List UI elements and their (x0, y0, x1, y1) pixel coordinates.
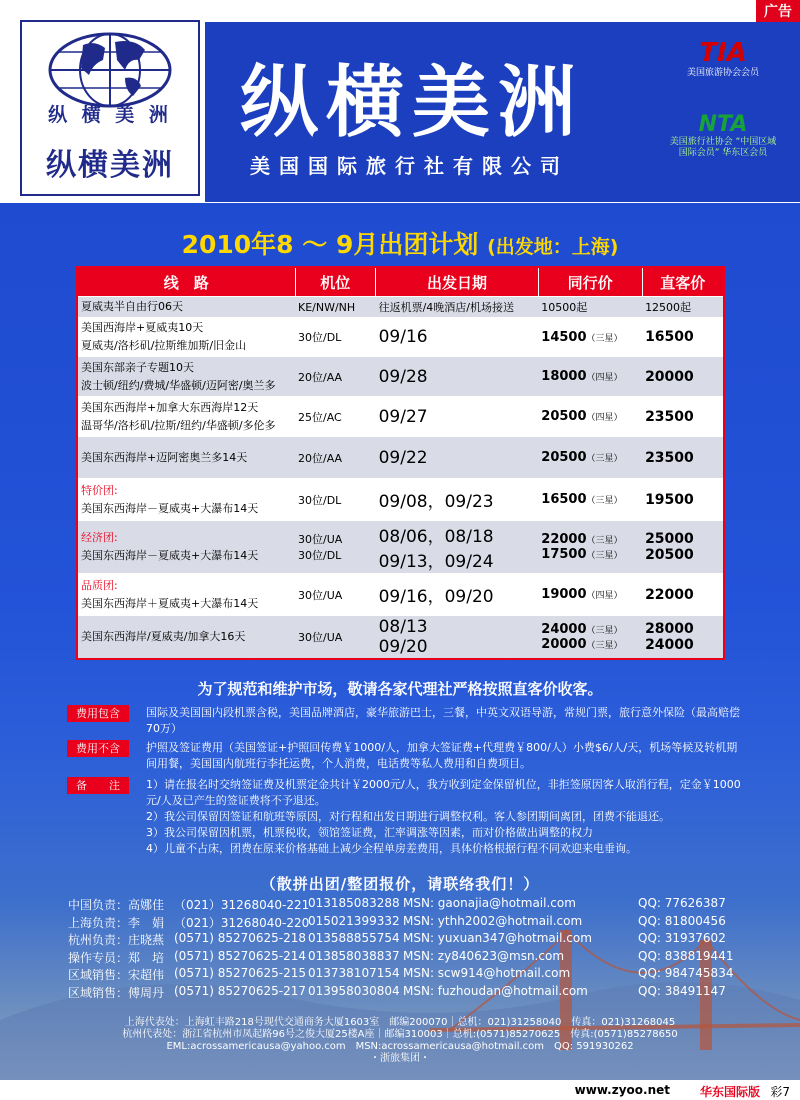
seat-cell (295, 616, 376, 659)
peer-price-value: 22000 (541, 532, 587, 547)
departure-date: 09/27 (378, 406, 428, 427)
direct-price-value: 12500起 (645, 301, 692, 314)
peer-price-value: 10500起 (541, 301, 588, 314)
direct-price-value: 24000 (645, 637, 694, 653)
contact-person: 上海负责：李 娟 (68, 915, 165, 930)
route-name: 美国西海岸+夏威夷10天 (81, 321, 204, 334)
peer-price-value: 16500 (541, 492, 587, 507)
contact-person: 区域销售：傅周丹 (68, 985, 165, 1000)
hotel-star-rating: （四星） (586, 373, 623, 383)
contact-row (68, 931, 738, 949)
contact-row (68, 949, 738, 967)
contact-msn[interactable]: MSN: ythh2002@hotmail.com (403, 913, 583, 928)
footer-line: 杭州代表处：浙江省杭州市凤起路96号之俊大厦25楼A座｜邮编310003｜总机:(0571)85270625 传真:(0571)85278650 (122, 1029, 678, 1040)
table-row (78, 397, 723, 437)
departure-date: 09/16 (378, 327, 428, 347)
logo-text-1: 纵 横 美 洲 (48, 104, 172, 126)
seat-value: KE/NW/NH (298, 300, 356, 314)
peer-price (541, 450, 639, 465)
contact-msn[interactable]: MSN: gaonajia@hotmail.com (403, 896, 576, 910)
remark-item: 3）我公司保留因机票，机票税收，领馆签证费，汇率调涨等因素，而对价格做出调整的权力 (146, 826, 593, 839)
contact-person: 杭州负责：庄晓燕 (68, 933, 165, 947)
date-cell (376, 357, 539, 397)
table-row (78, 574, 723, 616)
peer-price-value: 14500 (541, 329, 587, 345)
route-cell (78, 616, 295, 659)
hotel-star-rating: （三星） (586, 496, 623, 506)
contact-phone: (0571) 85270625-215 (174, 966, 307, 980)
peer-price-cell (538, 357, 642, 397)
peer-price (541, 369, 639, 384)
contact-mobile: 015021399332 (308, 913, 400, 928)
direct-price-value: 25000 (645, 531, 694, 547)
contact-msn[interactable]: MSN: fuzhoudan@hotmail.com (403, 983, 588, 998)
contact-person: 中国负责：高娜佳 (68, 898, 165, 912)
table-row (78, 479, 723, 521)
globe-icon (45, 30, 175, 110)
seat-cell (295, 397, 376, 437)
peer-price-cell (538, 574, 642, 616)
route-cell (78, 479, 295, 521)
route-cell (78, 521, 295, 574)
departure-date: 09/22 (378, 447, 428, 468)
page-number: 彩7 (770, 1085, 790, 1099)
contact-row (68, 984, 738, 1002)
peer-price-cell (538, 479, 642, 521)
contact-mobile: 013738107154 (308, 966, 400, 980)
nta-logo: NTA (698, 112, 748, 137)
hotel-star-rating: （四星） (586, 591, 623, 601)
included-tag: 费用包含 (67, 705, 129, 722)
departure-date: 09/08，09/23 (378, 492, 494, 512)
departure-date: 08/13 (378, 617, 428, 637)
footer-line: ・浙旅集团・ (370, 1053, 430, 1064)
peer-price (541, 637, 639, 652)
contact-phone: (0571) 85270625-217 (174, 983, 307, 998)
seat-value: 30位/DL (298, 493, 342, 507)
hotel-star-rating: （三星） (586, 551, 623, 561)
remark-list (146, 777, 746, 857)
peer-price-cell (538, 521, 642, 574)
plan-title (0, 225, 800, 261)
brand-title: 纵横美洲 (240, 57, 585, 148)
peer-price (541, 330, 639, 345)
table-body (78, 297, 723, 659)
peer-price-value: 20000 (541, 637, 587, 652)
contact-row (68, 966, 738, 984)
header-peer-price: 同行价 (538, 268, 642, 297)
peer-price-cell (538, 397, 642, 437)
contact-phone: (0571) 85270625-214 (174, 948, 307, 963)
footer-line: 上海代表处：上海虹丰路218号现代交通商务大厦1603室 邮编200070｜总机：021)31258040 传真：021)31268045 (124, 1017, 676, 1028)
route-name: 美国东西海岸+加拿大东西海岸12天 (81, 400, 259, 414)
seat-value: 20位/AA (298, 370, 343, 384)
direct-price-value: 19500 (645, 491, 694, 508)
departure-date: 08/06，08/18 (378, 527, 494, 547)
direct-price-value: 23500 (645, 408, 694, 425)
logo-text-2: 纵横美洲 (46, 148, 174, 183)
direct-price-value: 20500 (645, 547, 694, 563)
date-cell (376, 297, 539, 318)
peer-price-cell (538, 616, 642, 659)
route-name: 美国东部亲子专题10天 (81, 360, 194, 374)
route-name: 美国东西海岸+迈阿密奥兰多14天 (81, 450, 248, 464)
seat-cell (295, 479, 376, 521)
contact-qq: QQ: 77626387 (638, 896, 726, 910)
contact-qq: QQ: 838819441 (638, 948, 734, 963)
peer-price-value: 17500 (541, 547, 587, 562)
header-seat: 机位 (295, 268, 376, 297)
direct-price-cell (642, 297, 723, 318)
hotel-star-rating: （三星） (586, 626, 623, 636)
table-row (78, 437, 723, 479)
direct-price-cell (642, 437, 723, 479)
route-cell (78, 357, 295, 397)
tour-type-label: 特价团: (81, 483, 118, 497)
footer-line: EML:acrossamericausa@yahoo.com MSN:acrossamericausa@hotmail.com QQ: 591930262 (166, 1041, 634, 1052)
included-text: 国际及美国国内段机票含税，美国品牌酒店，豪华旅游巴士，三餐，中英文双语导游，常规门票，旅行意外保险（最高赔偿70万） (146, 706, 740, 735)
date-cell (376, 521, 539, 574)
contact-phone: （021）31268040-220 (174, 915, 310, 930)
contact-row (68, 914, 738, 932)
direct-price-cell (642, 318, 723, 357)
departure-date: 09/16，09/20 (378, 587, 494, 607)
contact-qq: QQ: 38491147 (638, 983, 726, 998)
hotel-star-rating: （三星） (586, 454, 623, 464)
table-row (78, 357, 723, 397)
direct-price-value: 20000 (645, 368, 694, 385)
direct-price-cell (642, 357, 723, 397)
direct-price-cell (642, 479, 723, 521)
date-cell (376, 397, 539, 437)
tia-badge (668, 38, 778, 108)
peer-price (541, 547, 639, 562)
direct-price-value: 16500 (645, 329, 694, 345)
seat-cell (295, 318, 376, 357)
peer-price-value: 24000 (541, 622, 587, 637)
seat-value: 30位/UA (298, 533, 343, 546)
direct-price-value: 28000 (645, 621, 694, 637)
seat-cell (295, 297, 376, 318)
header-date: 出发日期 (376, 268, 539, 297)
route-cities: 夏威夷/洛杉矶/拉斯维加斯/旧金山 (81, 339, 247, 352)
contact-phone: (0571) 85270625-218 (174, 931, 307, 945)
route-name: 美国东西海岸/夏威夷/加拿大16天 (81, 630, 246, 643)
departure-date: 往返机票/4晚酒店/机场接送 (378, 301, 515, 314)
peer-price (541, 409, 639, 424)
route-name: 夏威夷半自由行06天 (81, 300, 183, 313)
hotel-star-rating: （三星） (586, 333, 623, 344)
seat-cell (295, 437, 376, 479)
slogan: 为了规范和维护市场，敬请各家代理社严格按照直客价收客。 (197, 680, 603, 698)
route-cell (78, 297, 295, 318)
table-row (78, 318, 723, 357)
route-cell (78, 318, 295, 357)
table-row (78, 297, 723, 318)
contact-mobile: 013958030804 (308, 983, 400, 998)
peer-price-value: 20500 (541, 450, 587, 465)
peer-price (541, 587, 639, 602)
route-cell (78, 574, 295, 616)
peer-price-value: 18000 (541, 369, 587, 384)
remark-item: 1）请在报名时交纳签证费及机票定金共计￥2000元/人，我方收到定金保留机位，非拒签原因客人取消行程，定金￥1000元/人及已产生的签证费将不予退还。 (146, 778, 741, 807)
plan-origin: (出发地：上海) (487, 236, 619, 258)
route-cities: 温哥华/洛杉矶/拉斯/纽约/华盛顿/多伦多 (81, 418, 276, 432)
contact-person: 操作专员：郑 培 (68, 950, 165, 965)
peer-price-cell (538, 297, 642, 318)
route-name: 美国东西海岸－夏威夷+大瀑布14天 (81, 549, 259, 562)
nta-caption: 美国旅行社协会 “中国区域国际会员” 华东区会员 (669, 137, 777, 158)
departure-date: 09/28 (378, 366, 428, 387)
route-cell (78, 397, 295, 437)
contact-mobile: 013588855754 (308, 931, 400, 945)
table-row (78, 616, 723, 659)
direct-price-value: 23500 (645, 449, 694, 466)
date-cell (376, 616, 539, 659)
seat-value: 30位/DL (298, 331, 342, 344)
ad-tag: 广告 (756, 0, 800, 24)
date-cell (376, 479, 539, 521)
date-cell (376, 437, 539, 479)
contact-heading: （散拼出团/整团报价，请联络我们！） (260, 875, 540, 893)
peer-price-value: 20500 (541, 409, 587, 424)
seat-value: 20位/AA (298, 451, 343, 465)
contact-mobile: 013858038837 (308, 948, 400, 963)
contact-qq: QQ: 31937602 (638, 931, 726, 945)
contact-phone: （021）31268040-221 (174, 898, 310, 912)
direct-price-cell (642, 521, 723, 574)
departure-date: 09/13，09/24 (378, 552, 494, 572)
seat-value: 30位/UA (298, 631, 343, 644)
excluded-text: 护照及签证费用（美国签证+护照回传费￥1000/人，加拿大签证费+代理费￥800/人）小费$6/人/天，机场等候及转机期间用餐，美国国内航班行李托运费，个人消费，电话费等私人费用和自费项目。 (146, 741, 738, 770)
contact-qq: QQ: 81800456 (638, 913, 726, 928)
peer-price-cell (538, 437, 642, 479)
date-cell (376, 318, 539, 357)
contact-person: 区域销售：宋超伟 (68, 968, 165, 982)
footer-info (0, 1017, 800, 1065)
tour-type-label: 品质团: (81, 578, 118, 592)
hotel-star-rating: （三星） (586, 641, 623, 651)
route-name: 美国东西海岸＋夏威夷+大瀑布14天 (81, 596, 259, 610)
peer-price (541, 492, 639, 507)
peer-price (541, 622, 639, 637)
table-header-row (78, 268, 723, 297)
direct-price-cell (642, 574, 723, 616)
peer-price-value: 19000 (541, 587, 587, 602)
contact-row (68, 896, 738, 914)
contact-msn[interactable]: MSN: yuxuan347@hotmail.com (403, 931, 592, 945)
seat-cell (295, 574, 376, 616)
nta-badge (668, 112, 778, 182)
excluded-tag: 费用不含 (67, 740, 129, 757)
seat-value: 25位/AC (298, 410, 342, 424)
section-name: 华东国际版 (699, 1085, 760, 1099)
site-url[interactable]: www.zyoo.net (574, 1083, 670, 1097)
seat-cell (295, 357, 376, 397)
contact-msn[interactable]: MSN: zy840623@msn.com (403, 948, 565, 963)
tia-logo: TIA (699, 38, 747, 68)
brand-subtitle: 美国国际旅行社有限公司 (250, 154, 569, 178)
peer-price (541, 299, 639, 315)
route-cities: 波士顿/纽约/费城/华盛顿/迈阿密/奥兰多 (81, 378, 276, 392)
header-direct-price: 直客价 (642, 268, 723, 297)
remark-item: 4）儿童不占床，团费在原来价格基础上减少全程单房差费用，具体价格根据行程不同欢迎来电垂询。 (146, 842, 637, 855)
seat-value: 30位/DL (298, 549, 342, 562)
peer-price-cell (538, 318, 642, 357)
tour-type-label: 经济团: (81, 531, 118, 544)
seat-value: 30位/UA (298, 588, 343, 602)
direct-price-cell (642, 616, 723, 659)
header-route: 线 路 (78, 268, 295, 297)
remark-tag: 备 注 (67, 777, 129, 794)
bottom-bar (0, 1080, 800, 1100)
contact-qq: QQ: 984745834 (638, 966, 734, 980)
departure-date: 09/20 (378, 637, 428, 657)
remark-item: 2）我公司保留因签证和航班等原因，对行程和出发日期进行调整权利。客人参团期间离团，团费不能退还。 (146, 810, 670, 823)
route-cell (78, 437, 295, 479)
contact-msn[interactable]: MSN: scw914@hotmail.com (403, 966, 571, 980)
tia-caption: 美国旅游协会会员 (686, 68, 759, 78)
table-row (78, 521, 723, 574)
contact-mobile: 013185083288 (308, 896, 400, 910)
seat-cell (295, 521, 376, 574)
date-cell (376, 574, 539, 616)
hotel-star-rating: （三星） (586, 536, 623, 546)
peer-price (541, 532, 639, 547)
contact-list (68, 896, 738, 1001)
direct-price-value: 22000 (645, 586, 694, 603)
direct-price-cell (642, 397, 723, 437)
itinerary-table (76, 266, 725, 660)
plan-title-main: 2010年8 ～ 9月出团计划 (181, 230, 479, 259)
route-name: 美国东西海岸－夏威夷+大瀑布14天 (81, 501, 259, 515)
hotel-star-rating: （四星） (586, 413, 623, 423)
